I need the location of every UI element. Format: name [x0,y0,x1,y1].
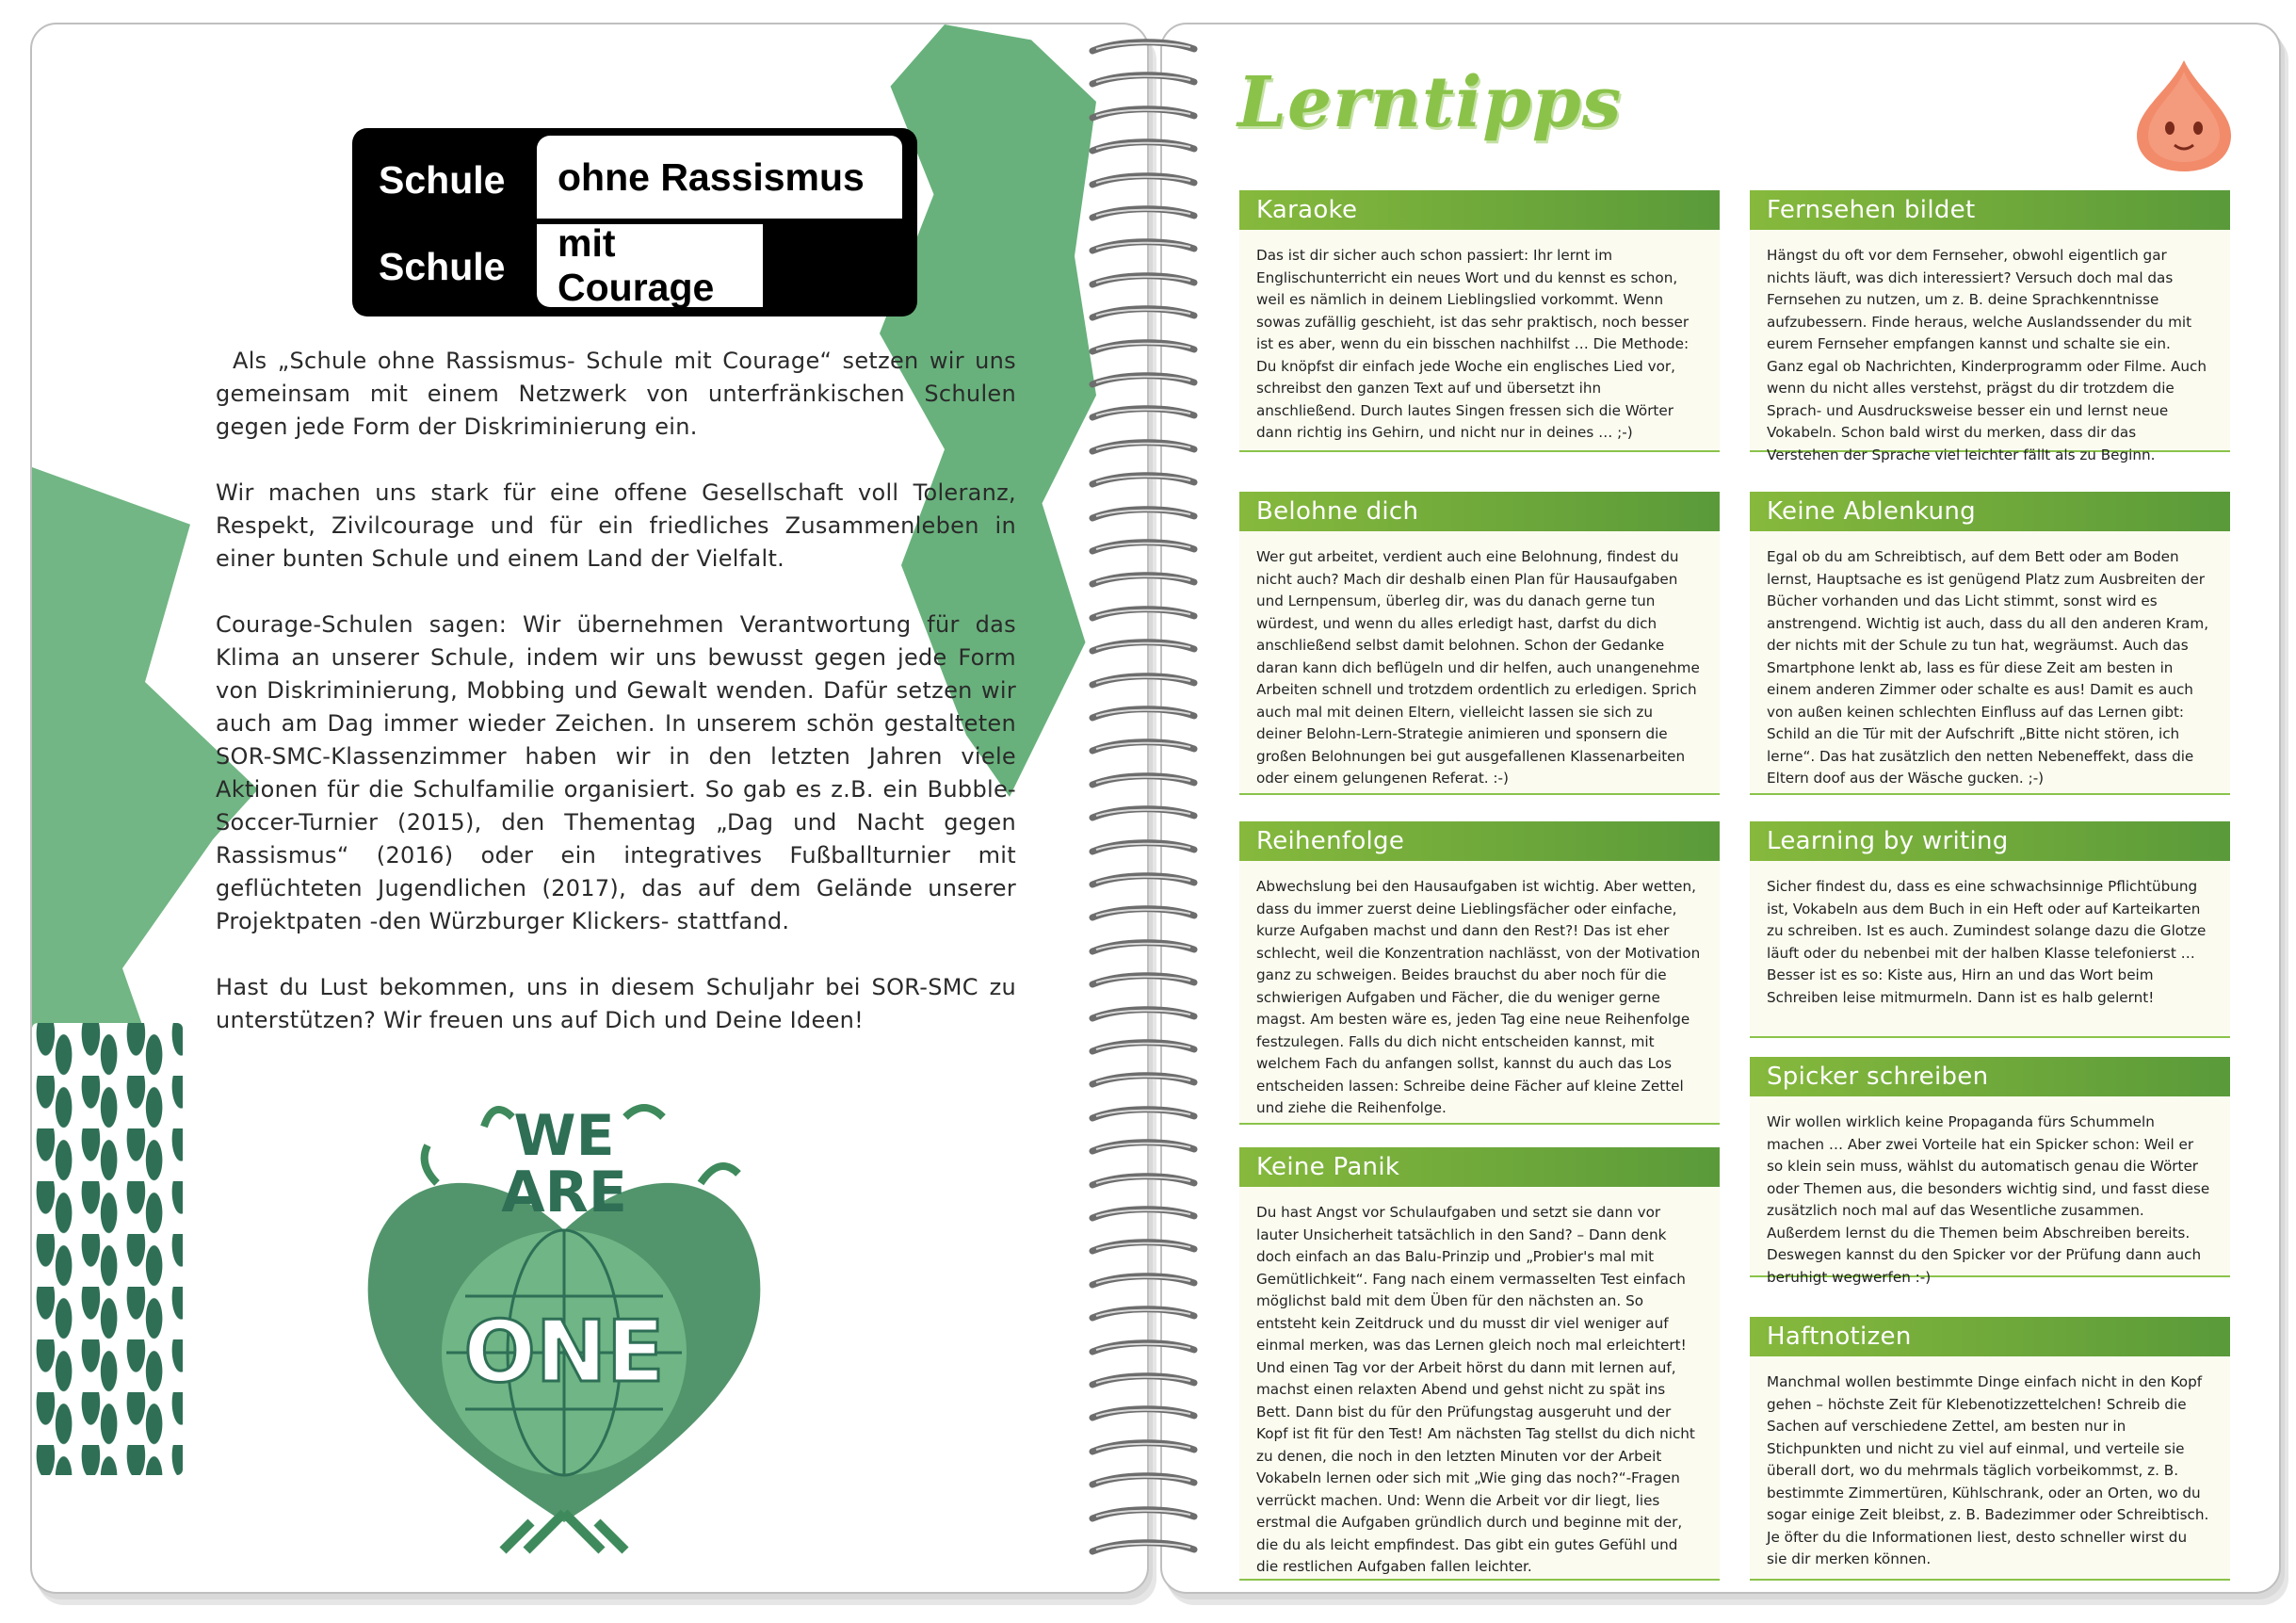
tip-heading: Spicker schreiben [1750,1057,2230,1096]
logo-text: mit Courage [537,224,763,307]
spiral-ring [1083,371,1205,394]
spiral-ring [1083,237,1205,260]
spiral-ring [1083,904,1205,927]
spiral-ring [1083,871,1205,894]
tip-card-keine-panik [1239,1147,1720,1581]
spiral-ring [1083,1339,1205,1361]
tip-text: Wir wollen wirklich keine Propaganda fürs Schummeln machen … Aber zwei Vorteile hat ein Spicker schon: Weil er so klein sein muss, wählst du automatisch genau die Wörter oder Themen aus, die besonders wichtig sind, und fasst diese zusätzlich noch mal auf das Wesentliche zusammen. Außerdem lernst du die Themen beim Abschreiben bereits. Deswegen kannst du den Spicker vor der Prüfung dann auch beruhigt wegwerfen :-) [1767,1113,2210,1286]
spiral-ring [1083,171,1205,194]
tip-card-reihenfolge [1239,821,1720,1125]
logo-text: Schule [379,244,506,288]
spiral-ring [1083,538,1205,560]
logo-text: Schule [379,157,506,202]
tip-card-belohne-dich [1239,492,1720,795]
logo-text: ohne Rassismus [537,136,902,219]
spiral-ring [1083,204,1205,227]
tip-card-karaoke [1239,190,1720,452]
spiral-ring [1083,1105,1205,1128]
tip-text: Das ist dir sicher auch schon passiert: Ihr lernt im Englischunterricht ein neues Wort und du kennst es schon, weil es nämlich in deinem Lieblingslied vorkommt. Wenn sowas zufällig geschieht, ist das sehr praktisch, noch besser ist es aber, wenn du ein bisschen nachhilfst … Die Methode: Du knöpfst dir einfach jede Woche ein englisches Lied vor, schreibst den ganzen Text auf und übersetzt ihn anschließend. Durch lautes Singen fressen sich die Wörter dann richtig ins Gehirn, und nicht nur in deines … ;-) [1256,247,1690,441]
spiral-ring [1083,1038,1205,1061]
spiral-ring [1083,1438,1205,1461]
spiral-ring [1083,571,1205,593]
we-are-one-heart-illustration [343,1070,785,1560]
spiral-ring [1083,1071,1205,1094]
paragraph: Als „Schule ohne Rassismus- Schule mit Courage“ setzen wir uns gemeinsam mit einem Netzwerk von unterfränkischen Schulen gegen jede Form der Diskriminierung ein. [216,348,1016,440]
tip-card-spicker-schreiben [1750,1057,2230,1286]
paragraph: Wir machen uns stark für eine offene Gesellschaft voll Toleranz, Respekt, Zivilcourage und für ein friedliches Zusammenleben in einer bunten Schule und einem Land der Vielfalt. [216,479,1016,572]
spiral-ring [1083,71,1205,93]
tip-text: Sicher findest du, dass es eine schwachsinnige Pflichtübung ist, Vokabeln aus dem Buch in ein Heft oder auf Karteikarten zu schreiben. Ist es auch. Zumindest solange dazu die Glotze läuft oder du nebenbei mit der halben Klasse telefonierst … Besser ist es so: Kiste aus, Hirn an und das Wort beim Schreiben leise mitmurmeln. Dann ist es halb gelernt! [1767,878,2207,1006]
spiral-ring [1083,304,1205,327]
spiral-ring [1083,672,1205,694]
spiral-ring [1083,738,1205,760]
tip-heading: Keine Ablenkung [1750,492,2230,531]
spiral-binding [1083,38,1205,1582]
tip-heading: Haftnotizen [1750,1317,2230,1356]
tip-text: Du hast Angst vor Schulaufgaben und setzt sie dann vor lauter Unsicherheit tatsächlich in den Sand? – Dann denk doch einfach an das Balu-Prinzip und „Probier's mal mit Gemütlichkeit“. Fang nach einem vermasselten Test einfach möglichst bald mit dem Üben für den nächsten an. So entsteht kein Zeitdruck und du musst dir viel weniger auf einmal merken, was das Lernen gleich noch mal erleichtert! Und einen Tag vor der Arbeit hörst du dann mit lernen auf, machst einen relaxten Abend und gehst nicht zu spät ins Bett. Dann bist du für den Prüfungstag ausgeruht und der Kopf ist fit für den Test! Am nächsten Tag stellst du dich nicht zu denen, die noch in den letzten Minuten vor der Arbeit Vokabeln lernen oder sich mit „Wie ging das noch?“-Fragen verrückt machen. Und: Wenn die Arbeit vor dir liegt, lies erstmal die Aufgaben gründlich durch und beginne mit der, die du als leicht empfindest. Das gibt ein gutes Gefühl und die restlichen Aufgaben fallen leichter. [1256,1204,1695,1575]
illustration-text: ONE [463,1303,665,1402]
spiral-ring [1083,1238,1205,1260]
intro-text [216,345,1016,1070]
spiral-ring [1083,1005,1205,1028]
spiral-ring [1083,338,1205,361]
spiral-ring [1083,971,1205,994]
spiral-ring [1083,438,1205,461]
spiral-ring [1083,271,1205,294]
spiral-ring [1083,804,1205,827]
tip-card-learning-by-writing [1750,821,2230,1038]
tip-heading: Fernsehen bildet [1750,190,2230,230]
tip-card-keine-ablenkung [1750,492,2230,795]
spiral-ring [1083,638,1205,660]
tip-heading: Reihenfolge [1239,821,1720,861]
spiral-ring [1083,1404,1205,1427]
spiral-ring [1083,1471,1205,1494]
schule-ohne-rassismus-logo [352,128,917,316]
tip-card-haftnotizen [1750,1317,2230,1581]
spiral-ring [1083,505,1205,527]
leaf-pattern-decoration [32,1023,183,1475]
spiral-ring [1083,404,1205,427]
tip-text: Wer gut arbeitet, verdient auch eine Belohnung, findest du nicht auch? Mach dir deshalb einen Plan für Hausaufgaben und Lernpensum, überleg dir, was du danach gerne tun würdest, und wenn du alles erledigt hast, darfst du dich anschließend selbst damit belohnen. Schon der Gedanke daran kann dich beflügeln und dir helfen, auch unangenehme Arbeiten schnell und trotzdem ordentlich zu erledigen. Sprich auch mal mit deinen Eltern, vielleicht lassen sie sich zu deiner Belohn-Lern-Strategie animieren und sponsern die großen Belohnungen bei gut ausgefallenen Klassenarbeiten oder einem gelungenen Referat. :-) [1256,548,1700,787]
paragraph: Courage-Schulen sagen: Wir übernehmen Verantwortung für das Klima an unserer Schule, indem wir uns bewusst gegen jede Form von Diskriminierung, Mobbing und Gewalt wenden. Dafür setzen wir auch am Dag immer wieder Zeichen. In unserem schön gestalteten SOR-SMC-Klassenzimmer haben wir in den letzten Jahren viele Aktionen für die Schulfamilie organisiert. So gab es z.B. ein Bubble-Soccer-Turnier (2015), den Thementag „Dag und Nacht gegen Rassismus“ (2016) oder ein integratives Fußballturnier mit geflüchteten Jugendlichen (2017), das auf dem Gelände unserer Projektpaten -den Würzburger Klickers- stattfand. [216,611,1016,934]
tip-card-fernsehen-bildet [1750,190,2230,463]
spiral-ring [1083,138,1205,160]
spiral-ring [1083,1305,1205,1327]
spiral-ring [1083,838,1205,861]
spiral-ring [1083,771,1205,794]
spiral-ring [1083,705,1205,727]
tip-heading: Karaoke [1239,190,1720,230]
page-title: Lerntipps [1237,62,1623,143]
right-page [1160,23,2281,1594]
tip-heading: Keine Panik [1239,1147,1720,1187]
tip-text: Manchmal wollen bestimmte Dinge einfach nicht in den Kopf gehen – höchste Zeit für Klebenotizzettelchen! Schreib die Sachen auf verschiedene Zettel, am besten nur in Stichpunkten und nicht zu viel auf einmal, und verteile sie überall dort, wo du mehrmals täglich vorbeikommst, z. B. bestimmte Zimmertüren, Kühlschrank, oder an Orten, wo du sogar einige Zeit bleibst, z. B. Badezimmer oder Schreibtisch. Je öfter du die Informationen liest, desto schneller wirst du sie dir merken können. [1767,1373,2209,1567]
drop-mascot-icon [2127,53,2240,175]
spiral-ring [1083,471,1205,494]
spiral-ring [1083,1272,1205,1294]
spiral-ring [1083,105,1205,127]
spiral-ring [1083,605,1205,627]
paragraph: Hast du Lust bekommen, uns in diesem Schuljahr bei SOR-SMC zu unterstützen? Wir freuen uns auf Dich und Deine Ideen! [216,974,1016,1033]
spiral-ring [1083,1505,1205,1528]
tip-text: Abwechslung bei den Hausaufgaben ist wichtig. Aber wetten, dass du immer zuerst deine Lieblingsfächer oder einfache, kurze Aufgaben machst und dann den Rest?! Das ist eher schlecht, weil die Konzentration nachlässt, von der Motivation ganz zu schweigen. Beides brauchst du aber noch für die schwierigen Aufgaben und Fächer, die du weniger gerne magst. Am besten wäre es, jeden Tag eine neue Reihenfolge festzulegen. Falls du dich nicht entscheiden kannst, mit welchem Fach du anfangen sollst, kannst du auch das Los entscheiden lassen: Schreibe deine Fächer auf kleine Zettel und ziehe die Reihenfolge. [1256,878,1701,1116]
tip-text: Egal ob du am Schreibtisch, auf dem Bett oder am Boden lernst, Hauptsache es ist genügend Platz zum Ausbreiten der Bücher vorhanden und das Licht stimmt, sonst wird es anstrengend. Wichtig ist auch, dass du all den anderen Kram, der nichts mit der Schule zu tun hat, wegräumst. Auch das Smartphone lenkt ab, lass es für diese Zeit am besten in einem anderen Zimmer oder schalte es aus! Damit es auch von außen keinen schlechten Einfluss auf das Lernen gibt: Schild an die Tür mit der Aufschrift „Bitte nicht stören, ich lerne“. Das hat zusätzlich den netten Nebeneffekt, dass die Eltern doof aus der Wäsche gucken. ;-) [1767,548,2209,787]
left-page [30,23,1149,1594]
spiral-ring [1083,938,1205,961]
spiral-ring [1083,1538,1205,1561]
spiral-ring [1083,1371,1205,1394]
tip-heading: Learning by writing [1750,821,2230,861]
spiral-ring [1083,38,1205,60]
tip-heading: Belohne dich [1239,492,1720,531]
spiral-ring [1083,1205,1205,1227]
spiral-ring [1083,1172,1205,1194]
illustration-text: ARE [501,1160,627,1225]
illustration-text: WE [513,1103,615,1169]
spiral-ring [1083,1138,1205,1160]
tip-text: Hängst du oft vor dem Fernseher, obwohl eigentlich gar nichts läuft, was dich interessiert? Versuch doch mal das Fernsehen zu nutzen, um z. B. deine Sprachkenntnisse aufzubessern. Finde heraus, welche Auslandssender du mit eurem Fernseher empfangen kannst und schalte sie ein. Ganz egal ob Nachrichten, Kinderprogramm oder Filme. Auch wenn du nicht alles verstehst, prägst du dir trotzdem die Sprach- und Ausdrucksweise besser ein und lernst neue Vokabeln. Schon bald wirst du merken, dass dir das Verstehen der Sprache viel leichter fällt als zu Beginn. [1767,247,2207,463]
